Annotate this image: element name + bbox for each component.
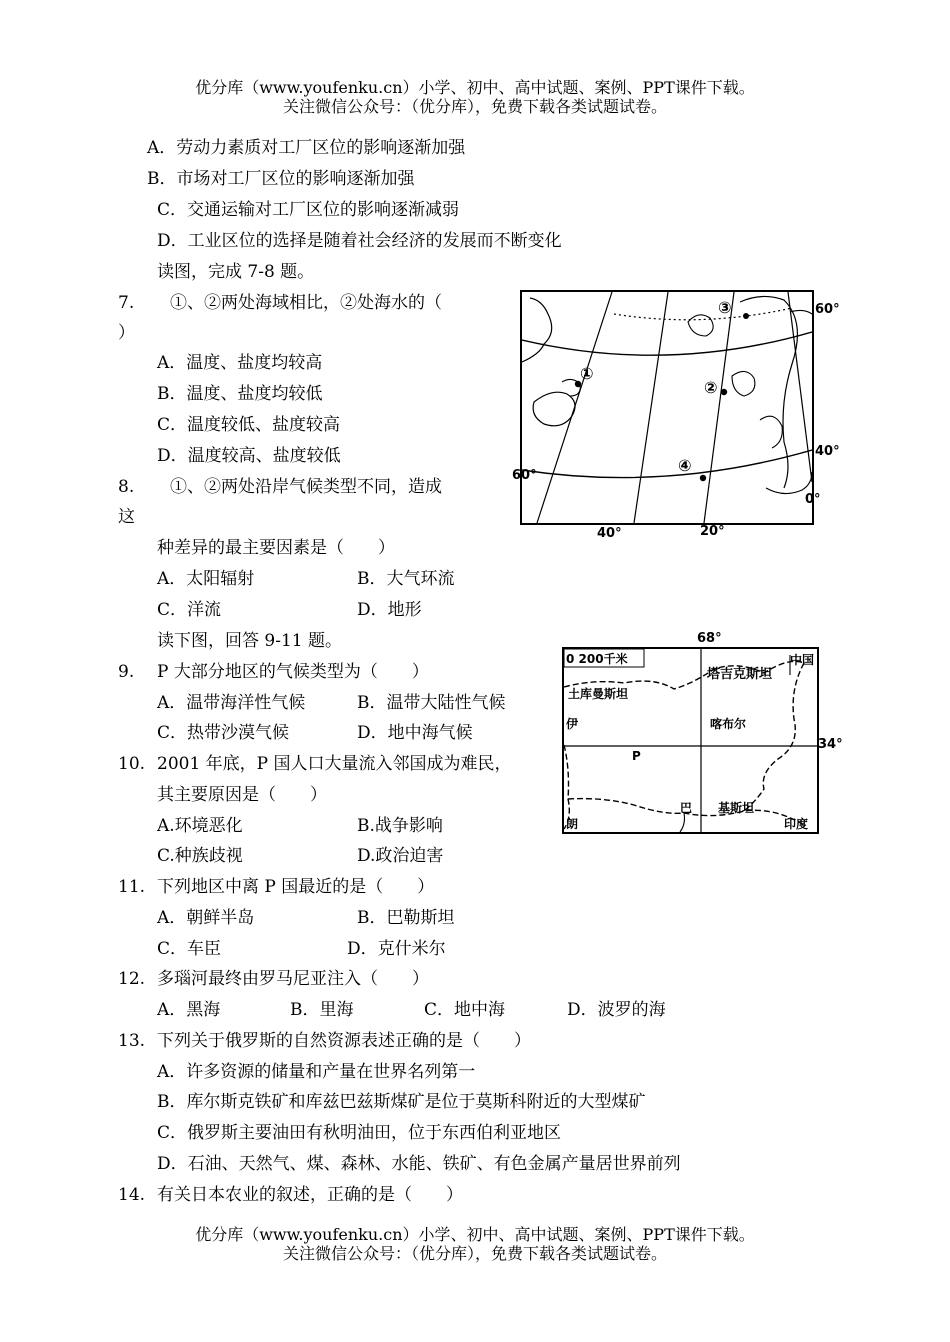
marker-2: ② <box>704 378 718 397</box>
country-p-label: P <box>632 749 641 763</box>
europe-map-graphic <box>522 292 812 523</box>
q10-option-b: B.战争影响 <box>357 816 443 836</box>
lon-68: 68° <box>697 631 722 646</box>
q7-stem-end: ） <box>118 323 135 343</box>
afghanistan-map <box>562 647 819 834</box>
scale-label: 0 200千米 <box>566 652 628 666</box>
lon-20: 20° <box>700 524 725 539</box>
q8-option-c: C．洋流 <box>157 600 222 620</box>
prev-option-a: A．劳动力素质对工厂区位的影响逐渐加强 <box>147 138 466 158</box>
q11-number: 11. <box>118 877 146 897</box>
q8-option-b: B．大气环流 <box>357 569 455 589</box>
lon-40: 40° <box>597 526 622 541</box>
q8-stem: ①、②两处沿岸气候类型不同，造成 <box>170 477 442 497</box>
q8-option-a: A．太阳辐射 <box>157 569 255 589</box>
q8-option-d: D．地形 <box>357 600 422 620</box>
q12-option-b: B．里海 <box>290 1000 354 1020</box>
q12-option-a: A．黑海 <box>157 1000 221 1020</box>
footer-line-2: 关注微信公众号：（优分库），免费下载各类试题试卷。 <box>282 1244 667 1263</box>
lat-40-right: 40° <box>815 444 840 459</box>
intro-7-8: 读图，完成 7-8 题。 <box>157 262 315 282</box>
q13-number: 13. <box>118 1031 146 1051</box>
q13-option-a: A．许多资源的储量和产量在世界名列第一 <box>157 1062 476 1082</box>
q10-option-c: C.种族歧视 <box>157 846 243 866</box>
q13-option-c: C．俄罗斯主要油田有秋明油田，位于东西伯利亚地区 <box>157 1123 562 1143</box>
q7-option-d: D．温度较高、盐度较低 <box>157 446 341 466</box>
q10-stem: 2001 年底，P 国人口大量流入邻国成为难民， <box>157 754 512 774</box>
lat-34: 34° <box>818 737 843 752</box>
lat-60-right: 60° <box>815 302 840 317</box>
q9-option-d: D．地中海气候 <box>357 723 473 743</box>
intro-9-11: 读下图，回答 9-11 题。 <box>157 631 342 651</box>
q14-stem: 有关日本农业的叙述，正确的是（ ） <box>157 1185 463 1205</box>
turkmenistan-label: 土库曼斯坦 <box>568 687 629 701</box>
q11-option-b: B．巴勒斯坦 <box>357 908 455 928</box>
china-label: 中国 <box>790 653 815 667</box>
q7-option-b: B．温度、盐度均较低 <box>157 384 323 404</box>
q11-stem: 下列地区中离 P 国最近的是（ ） <box>157 877 435 897</box>
marker-1: ① <box>580 364 594 383</box>
header-line-1: 优分库（www.youfenku.cn）小学、初中、高中试题、案例、PPT课件下载。 <box>195 78 755 97</box>
q8-number: 8. <box>118 477 135 497</box>
iran-label-fragment: 伊 <box>566 717 579 731</box>
india-label: 印度 <box>784 817 809 831</box>
q12-stem: 多瑙河最终由罗马尼亚注入（ ） <box>157 969 429 989</box>
q13-stem: 下列关于俄罗斯的自然资源表述正确的是（ ） <box>157 1031 531 1051</box>
q9-option-c: C．热带沙漠气候 <box>157 723 290 743</box>
tajikistan-label: 塔吉克斯坦 <box>707 667 773 682</box>
q7-number: 7. <box>118 293 135 313</box>
q10-option-d: D.政治迫害 <box>357 846 444 866</box>
q9-option-a: A．温带海洋性气候 <box>157 693 306 713</box>
iran-lang-label: 朗 <box>566 817 579 831</box>
q9-stem: P 大部分地区的气候类型为（ ） <box>157 662 429 682</box>
q13-option-b: B．库尔斯克铁矿和库兹巴兹斯煤矿是位于莫斯科附近的大型煤矿 <box>157 1092 646 1112</box>
q10-number: 10. <box>118 754 146 774</box>
europe-map <box>520 290 814 525</box>
q12-option-d: D．波罗的海 <box>567 1000 666 1020</box>
prev-option-c: C．交通运输对工厂区位的影响逐渐减弱 <box>157 200 460 220</box>
header-line-2: 关注微信公众号：（优分库），免费下载各类试题试卷。 <box>282 97 667 116</box>
q11-option-a: A．朝鲜半岛 <box>157 908 255 928</box>
marker-3: ③ <box>718 298 732 317</box>
q7-option-a: A．温度、盐度均较高 <box>157 353 323 373</box>
q8-stem-wrap: 这 <box>118 507 135 527</box>
q11-option-c: C．车臣 <box>157 939 222 959</box>
q14-number: 14. <box>118 1185 146 1205</box>
q8-stem-cont: 种差异的最主要因素是（ ） <box>157 538 395 558</box>
marker-4: ④ <box>678 456 692 475</box>
q7-option-c: C．温度较低、盐度较高 <box>157 415 341 435</box>
q10-stem-2: 其主要原因是（ ） <box>157 785 327 805</box>
q12-number: 12. <box>118 969 146 989</box>
lon-0: 0° <box>805 492 821 507</box>
q13-option-d: D．石油、天然气、煤、森林、水能、铁矿、有色金属产量居世界前列 <box>157 1154 681 1174</box>
q10-option-a: A.环境恶化 <box>157 816 243 836</box>
q9-number: 9. <box>118 662 135 682</box>
prev-option-d: D．工业区位的选择是随着社会经济的发展而不断变化 <box>157 231 562 251</box>
kabul-label: 喀布尔 <box>710 717 747 731</box>
q11-option-d: D．克什米尔 <box>347 939 446 959</box>
q12-option-c: C．地中海 <box>424 1000 506 1020</box>
pakistan-kistan-label: 基斯坦 <box>718 801 755 815</box>
prev-option-b: B．市场对工厂区位的影响逐渐加强 <box>147 169 415 189</box>
q9-option-b: B．温带大陆性气候 <box>357 693 506 713</box>
footer-line-1: 优分库（www.youfenku.cn）小学、初中、高中试题、案例、PPT课件下载。 <box>195 1225 755 1244</box>
pakistan-ba-label: 巴 <box>680 801 693 815</box>
q7-stem: ①、②两处海域相比，②处海水的（ <box>170 293 442 313</box>
lat-60-left: 60° <box>512 468 537 483</box>
